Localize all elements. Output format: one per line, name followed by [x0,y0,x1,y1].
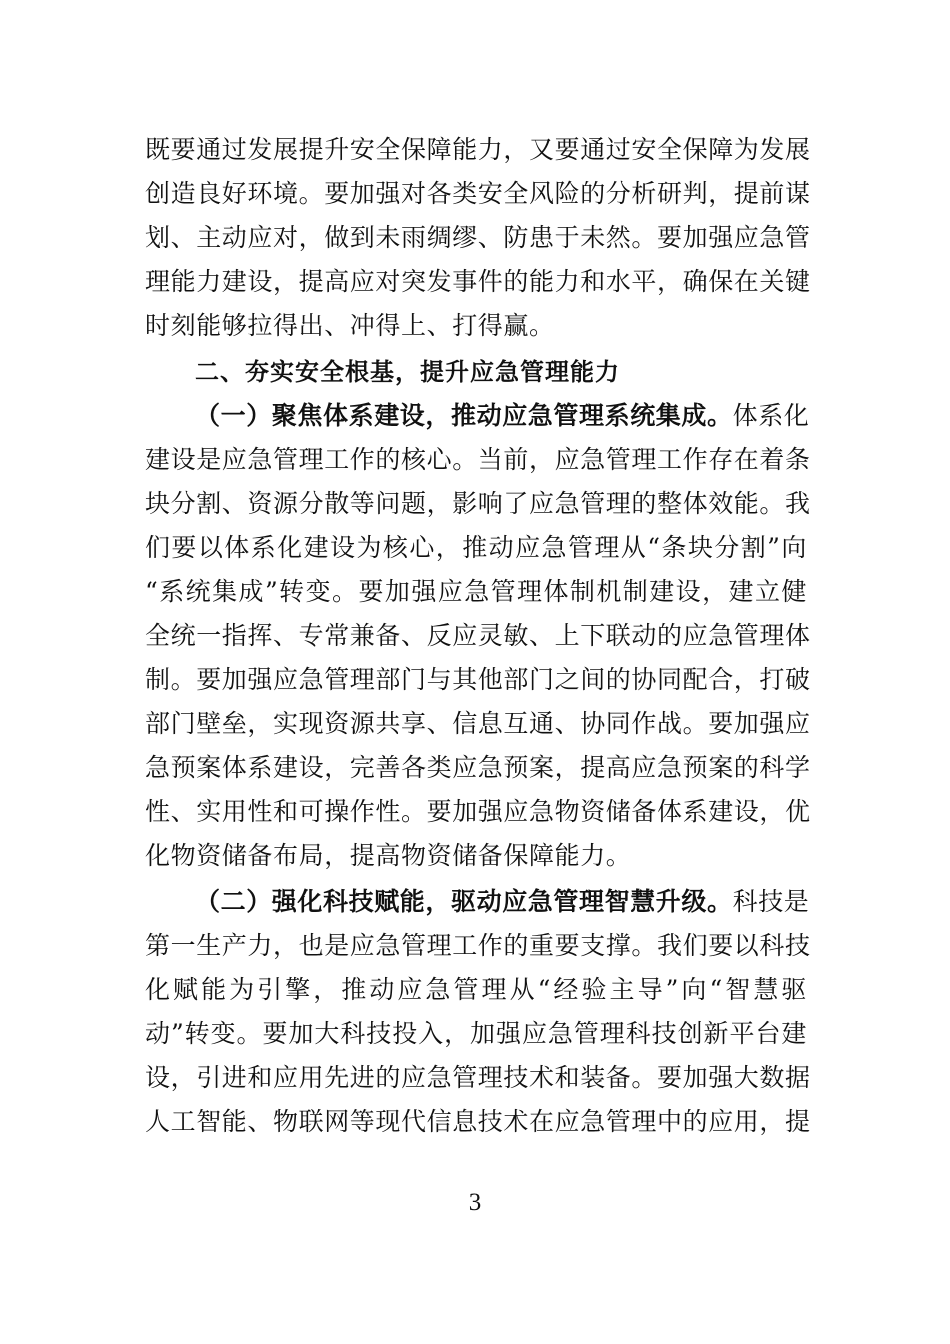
subsection-first-line [195,880,810,924]
body-text-line: 急预案体系建设，完善各类应急预案，提高应急预案的科学 [145,753,811,782]
body-text-line: 化赋能为引擎，推动应急管理从“经验主导”向“智慧驱 [145,975,807,1004]
body-text-line: 创造良好环境。要加强对各类安全风险的分析研判，提前谋 [145,179,811,208]
body-text-line: 第一生产力，也是应急管理工作的重要支撑。我们要以科技 [145,931,811,960]
subsection-lead-rest: 体系化 [732,401,810,430]
subsection-first-line [195,394,810,438]
body-text-line: 性、实用性和可操作性。要加强应急物资储备体系建设，优 [145,797,811,826]
body-text-line: 部门壁垒，实现资源共享、信息互通、协同作战。要加强应 [145,709,811,738]
body-text-line: 时刻能够拉得出、冲得上、打得赢。 [145,311,555,340]
body-text-line: 动”转变。要加大科技投入，加强应急管理科技创新平台建 [145,1019,807,1048]
body-text-line: 块分割、资源分散等问题，影响了应急管理的整体效能。我 [145,489,811,518]
body-text-line: 们要以体系化建设为核心，推动应急管理从“条块分割”向 [145,533,807,562]
body-text-line: 制。要加强应急管理部门与其他部门之间的协同配合，打破 [145,665,811,694]
body-text-line: 全统一指挥、专常兼备、反应灵敏、上下联动的应急管理体 [145,621,811,650]
subsection-lead-rest: 科技是 [732,887,810,916]
body-text-line: 既要通过发展提升安全保障能力，又要通过安全保障为发展 [145,135,811,164]
subsection-lead: （一）聚焦体系建设，推动应急管理系统集成。 [195,401,733,430]
section-heading: 二、夯实安全根基，提升应急管理能力 [195,358,620,386]
body-text-line: 建设是应急管理工作的核心。当前，应急管理工作存在着条 [145,445,811,474]
body-text-line: 理能力建设，提高应对突发事件的能力和水平，确保在关键 [145,267,811,296]
page-number: 3 [468,1189,482,1216]
body-text-line: 化物资储备布局，提高物资储备保障能力。 [145,841,632,870]
body-text-line: 人工智能、物联网等现代信息技术在应急管理中的应用，提 [145,1107,811,1136]
subsection-lead: （二）强化科技赋能，驱动应急管理智慧升级。 [195,887,733,916]
body-text-line: “系统集成”转变。要加强应急管理体制机制建设，建立健 [145,577,807,606]
body-text-line: 划、主动应对，做到未雨绸缪、防患于未然。要加强应急管 [145,223,811,252]
body-text-line: 设，引进和应用先进的应急管理技术和装备。要加强大数据 [145,1063,811,1092]
